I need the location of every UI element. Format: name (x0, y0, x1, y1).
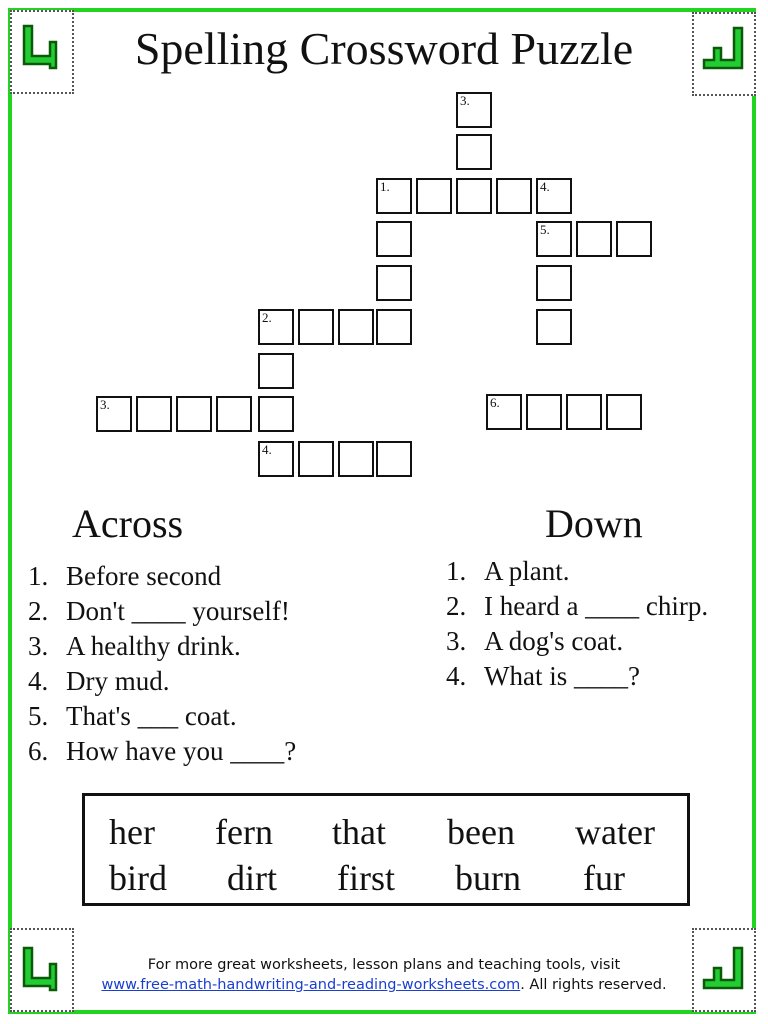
crossword-cell[interactable] (536, 221, 572, 257)
crossword-cell[interactable] (616, 221, 652, 257)
clue-number: 2. (446, 591, 467, 621)
footer-rights: . All rights reserved. (520, 977, 667, 993)
crossword-cell[interactable] (376, 178, 412, 214)
clue-text: How have you ____? (66, 736, 297, 766)
crossword-cell[interactable] (338, 441, 374, 477)
clue-text: That's ___ coat. (66, 701, 237, 731)
across-heading: Across (72, 501, 184, 546)
word-bank-word: water (575, 812, 655, 852)
word-bank-word: fur (583, 858, 625, 898)
down-clue (446, 624, 708, 659)
crossword-cell[interactable] (536, 178, 572, 214)
down-clue (446, 659, 708, 694)
word-bank-word: first (337, 858, 395, 898)
across-clue (28, 559, 296, 594)
crossword-cell[interactable] (258, 353, 294, 389)
across-clue (28, 664, 296, 699)
across-clue (28, 594, 296, 629)
crossword-cell[interactable] (298, 309, 334, 345)
crossword-cell[interactable] (258, 441, 294, 477)
clue-number: 2. (28, 596, 49, 626)
clue-text: Don't ____ yourself! (66, 596, 290, 626)
crossword-cell[interactable] (526, 394, 562, 430)
clue-text: Dry mud. (66, 666, 170, 696)
clue-number: 2. (262, 310, 272, 325)
clue-number: 6. (28, 736, 49, 766)
crossword-cell[interactable] (416, 178, 452, 214)
across-clue-list (28, 559, 296, 769)
crossword-cell[interactable] (258, 396, 294, 432)
clue-text: A healthy drink. (66, 631, 241, 661)
crossword-cell[interactable] (216, 396, 252, 432)
clue-number: 6. (490, 395, 500, 410)
clue-number: 3. (28, 631, 49, 661)
down-clue (446, 554, 708, 589)
across-clue (28, 629, 296, 664)
word-bank-word: fern (215, 812, 273, 852)
clue-text: A dog's coat. (484, 626, 624, 656)
crossword-cell[interactable] (338, 309, 374, 345)
crossword-cell[interactable] (486, 394, 522, 430)
crossword-cell[interactable] (536, 265, 572, 301)
word-bank-word: burn (455, 858, 521, 898)
clue-number: 4. (446, 661, 467, 691)
crossword-cell[interactable] (376, 265, 412, 301)
down-clue (446, 589, 708, 624)
crossword-cell[interactable] (176, 396, 212, 432)
clue-number: 5. (28, 701, 49, 731)
clue-text: What is ____? (484, 661, 640, 691)
word-bank-word: dirt (227, 858, 277, 898)
website-link[interactable]: www.free-math-handwriting-and-reading-worksheets.com (101, 977, 521, 993)
page-title: Spelling Crossword Puzzle (134, 23, 634, 74)
crossword-cell[interactable] (136, 396, 172, 432)
crossword-cell[interactable] (96, 396, 132, 432)
clue-text: I heard a ____ chirp. (484, 591, 709, 621)
clue-text: A plant. (484, 556, 570, 586)
clue-number: 4. (540, 179, 550, 194)
clue-number: 4. (28, 666, 49, 696)
clue-number: 3. (446, 626, 467, 656)
down-heading: Down (545, 501, 643, 546)
clue-number: 4. (262, 442, 272, 457)
word-bank-word: that (332, 812, 386, 852)
clue-text: Before second (66, 561, 222, 591)
crossword-cell[interactable] (456, 92, 492, 128)
clue-number: 1. (380, 179, 390, 194)
crossword-cell[interactable] (376, 441, 412, 477)
crossword-cell[interactable] (298, 441, 334, 477)
clue-number: 5. (540, 222, 550, 237)
down-clue-list (446, 554, 708, 694)
across-clue (28, 734, 296, 769)
across-clue (28, 699, 296, 734)
crossword-cell[interactable] (576, 221, 612, 257)
crossword-cell[interactable] (376, 221, 412, 257)
crossword-cell[interactable] (606, 394, 642, 430)
crossword-cell[interactable] (456, 178, 492, 214)
footer-line-1: For more great worksheets, lesson plans and teaching tools, visit (147, 957, 621, 973)
clue-number: 1. (28, 561, 49, 591)
crossword-cell[interactable] (566, 394, 602, 430)
word-bank-word: bird (109, 858, 167, 898)
word-bank (82, 793, 690, 906)
crossword-cell[interactable] (376, 309, 412, 345)
clue-number: 1. (446, 556, 467, 586)
crossword-cell[interactable] (258, 309, 294, 345)
crossword-cell[interactable] (496, 178, 532, 214)
clue-number: 3. (100, 397, 110, 412)
crossword-cell[interactable] (536, 309, 572, 345)
word-bank-word: been (447, 812, 515, 852)
footer-line-2 (0, 977, 768, 993)
word-bank-word: her (109, 812, 155, 852)
crossword-cell[interactable] (456, 134, 492, 170)
clue-number: 3. (460, 93, 470, 108)
